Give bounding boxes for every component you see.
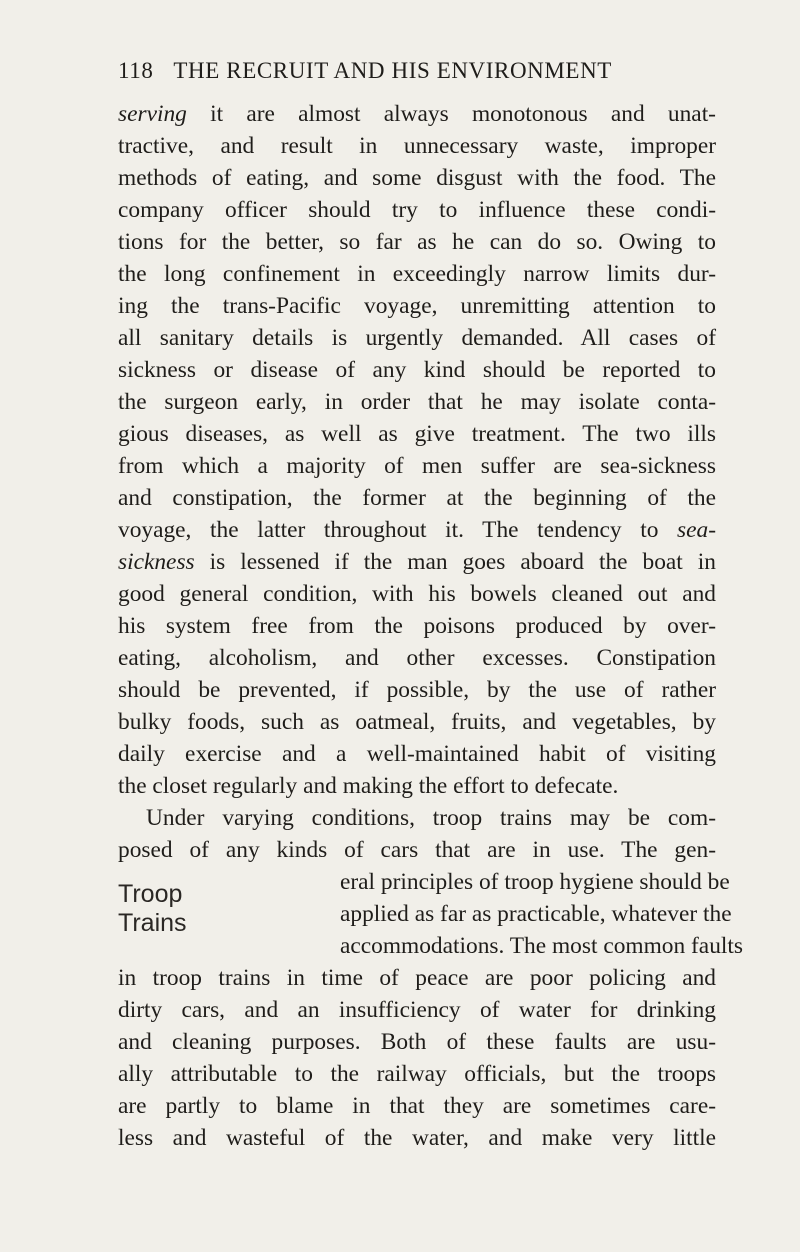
running-title: THE RECRUIT AND HIS ENVIRONMENT: [173, 58, 612, 83]
text-line: bulky foods, such as oatmeal, fruits, and vegetables, by: [118, 709, 716, 735]
text-line: company officer should try to influence these condi-: [118, 197, 716, 223]
text-line: daily exercise and a well-maintained habit of visiting: [118, 741, 716, 767]
text-line: gious diseases, as well as give treatment. The two ills: [118, 421, 716, 447]
running-head: [118, 58, 718, 84]
text-line: sickness is lessened if the man goes aboard the boat in: [118, 549, 716, 575]
text-line: less and wasteful of the water, and make very little: [118, 1125, 716, 1151]
italic-term: serving: [118, 101, 187, 127]
text-line: Under varying conditions, troop trains may be com-: [146, 805, 716, 831]
text-line: methods of eating, and some disgust with the food. The: [118, 165, 716, 191]
italic-term: sickness: [118, 549, 195, 575]
text-line: from which a majority of men suffer are sea-sickness: [118, 453, 716, 479]
text-line: ing the trans-Pacific voyage, unremitting attention to: [118, 293, 716, 319]
text-line: tractive, and result in unnecessary waste, improper: [118, 133, 716, 159]
text-line: all sanitary details is urgently demanded. All cases of: [118, 325, 716, 351]
text-line: sickness or disease of any kind should be reported to: [118, 357, 716, 383]
text-line: good general condition, with his bowels cleaned out and: [118, 581, 716, 607]
margin-note: [118, 880, 187, 938]
text-line: posed of any kinds of cars that are in use. The gen-: [118, 837, 716, 863]
text-line: dirty cars, and an insufficiency of water for drinking: [118, 997, 716, 1023]
text-line: voyage, the latter throughout it. The tendency to sea-: [118, 517, 716, 543]
text-line: his system free from the poisons produced by over-: [118, 613, 716, 639]
page-number: 118: [118, 58, 154, 83]
text-line: should be prevented, if possible, by the use of rather: [118, 677, 716, 703]
text-line: serving it are almost always monotonous and unat-: [118, 101, 716, 127]
text-line: tions for the better, so far as he can do so. Owing to: [118, 229, 716, 255]
text-line: are partly to blame in that they are sometimes care-: [118, 1093, 716, 1119]
text-line: eating, alcoholism, and other excesses. Constipation: [118, 645, 716, 671]
text-line: the long confinement in exceedingly narrow limits dur-: [118, 261, 716, 287]
text-line: accommodations. The most common faults: [340, 933, 743, 959]
text-line: and constipation, the former at the beginning of the: [118, 485, 716, 511]
text-line: and cleaning purposes. Both of these faults are usu-: [118, 1029, 716, 1055]
text-line: ally attributable to the railway officials, but the troops: [118, 1061, 716, 1087]
text-line: in troop trains in time of peace are poor policing and: [118, 965, 716, 991]
italic-term: sea-: [677, 517, 716, 543]
text-line: eral principles of troop hygiene should be: [340, 869, 730, 895]
text-line: the surgeon early, in order that he may isolate conta-: [118, 389, 716, 415]
margin-note-line: Trains: [118, 909, 187, 937]
text-line: applied as far as practicable, whatever the: [340, 901, 732, 927]
text-line: the closet regularly and making the effort to defecate.: [118, 773, 619, 799]
margin-note-line: Troop: [118, 880, 183, 908]
